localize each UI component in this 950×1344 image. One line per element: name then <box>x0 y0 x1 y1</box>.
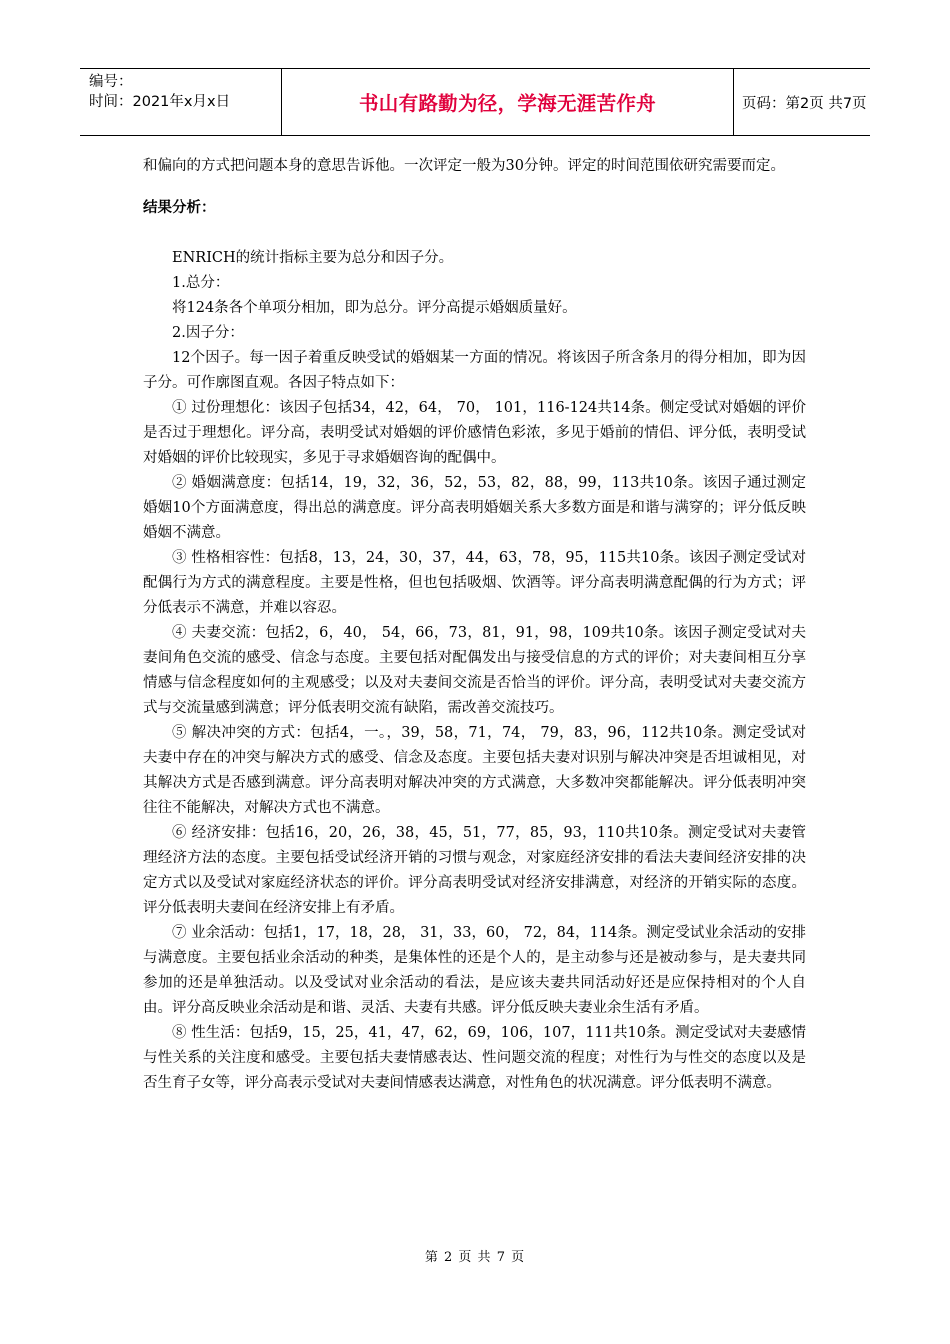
document-body <box>143 154 806 1096</box>
factor-personality-compatibility: ③ 性格相容性：包括8，13，24，30，37，44，63，78，95，115共10条。该因子测定受试对配偶行为方式的满意程度。主要是性格，但也包括吸烟、饮酒等。评分高表明满意配偶的行为方式；评分低表示不满意，并难以容忍。 <box>143 550 806 616</box>
paragraph-factor-score: 12个因子。每一因子着重反映受试的婚姻某一方面的情况。将该因子所含条月的得分相加，即为因子分。可作廓图直观。各因子特点如下： <box>143 350 806 391</box>
header-motto: 书山有路勤为径，学海无涯苦作舟 <box>358 92 656 115</box>
intro-paragraph: 和偏向的方式把问题本身的意思告诉他。一次评定一般为30分钟。评定的时间范围依研究需要而定。 <box>143 158 785 174</box>
page-header <box>80 68 870 136</box>
paragraph-total-score: 将124条各个单项分相加，即为总分。评分高提示婚姻质量好。 <box>172 300 577 316</box>
header-motto-cell <box>282 69 734 135</box>
factor-communication: ④ 夫妻交流：包括2，6，40， 54，66，73，81，91，98，109共10条。该因子测定受试对夫妻间角色交流的感受、信念与态度。主要包括对配偶发出与接受信息的方式的评价；对夫妻间相互分享情感与信念程度如何的主观感受；以及对夫妻间交流是否恰当的评价。评分高，表明受试对夫妻交流方式与交流量感到满意；评分低表明交流有缺陷，需改善交流技巧。 <box>143 625 806 716</box>
header-page-indicator: 页码：第2页 共7页 <box>742 95 867 112</box>
factor-financial-management: ⑥ 经济安排：包括16，20，26，38，45，51，77，85，93，110共10条。测定受试对夫妻管理经济方法的态度。主要包括受试经济开销的习惯与观念，对家庭经济安排的看法夫妻间经济安排的决定方式以及受试对家庭经济状态的评价。评分高表明受试对经济安排满意，对经济的开销实际的态度。评分低表明夫妻间在经济安排上有矛盾。 <box>143 825 806 916</box>
factor-leisure-activities: ⑦ 业余活动：包括1，17，18，28， 31，33，60， 72，84，114条。测定受试业余活动的安排与满意度。主要包括业余活动的种类，是集体性的还是个人的，是主动参与还是被动参与，是夫妻共同参加的还是单独活动。以及受试对业余活动的看法，是应该夫妻共同活动好还是应保持相对的个人自由。评分高反映业余活动是和谐、灵活、夫妻有共感。评分低反映夫妻业余生活有矛盾。 <box>143 925 806 1016</box>
subheading-total-score: 1.总分： <box>172 275 230 291</box>
factor-marital-satisfaction: ② 婚姻满意度：包括14，19，32，36，52，53，82，88，99，113共10条。该因子通过测定婚姻10个方面满意度，得出总的满意度。评分高表明婚姻关系大多数方面是和谐与满穿的；评分低反映婚姻不满意。 <box>143 475 806 541</box>
factor-conflict-resolution: ⑤ 解决冲突的方式：包括4，一。，39，58，71，74， 79，83，96，112共10条。测定受试对夫妻中存在的冲突与解决方式的感受、信念及态度。主要包括夫妻对识别与解决冲突是否坦诚相见，对其解决方式是否感到满意。评分高表明对解决冲突的方式满意，大多数冲突都能解决。评分低表明冲突往往不能解决，对解决方式也不满意。 <box>143 725 806 816</box>
header-meta <box>80 69 282 135</box>
factor-sexual-relationship: ⑧ 性生活：包括9，15，25，41，47，62，69，106，107，111共10条。测定受试对夫妻感情与性关系的关注度和感受。主要包括夫妻情感表达、性问题交流的程度；对性行为与性交的态度以及是否生育子女等，评分高表示受试对夫妻间情感表达满意，对性角色的状况满意。评分低表明不满意。 <box>143 1025 806 1091</box>
factor-idealization: ① 过份理想化：该因子包括34，42，64， 70， 101，116-124共14条。侧定受试对婚姻的评价是否过于理想化。评分高，表明受试对婚姻的评价感情色彩浓，多见于婚前的情侣、评分低，表明受试对婚姻的评价比较现实，多见于寻求婚姻咨询的配偶中。 <box>143 400 806 466</box>
subheading-factor-score: 2.因子分： <box>172 325 244 341</box>
document-date-label: 时间：2021年x月x日 <box>89 94 231 110</box>
paragraph-statistics: ENRICH的统计指标主要为总分和因子分。 <box>172 250 454 266</box>
document-number-label: 编号： <box>89 74 133 90</box>
section-title: 结果分析： <box>143 200 216 216</box>
page-footer: 第 2 页 共 7 页 <box>424 1250 526 1265</box>
